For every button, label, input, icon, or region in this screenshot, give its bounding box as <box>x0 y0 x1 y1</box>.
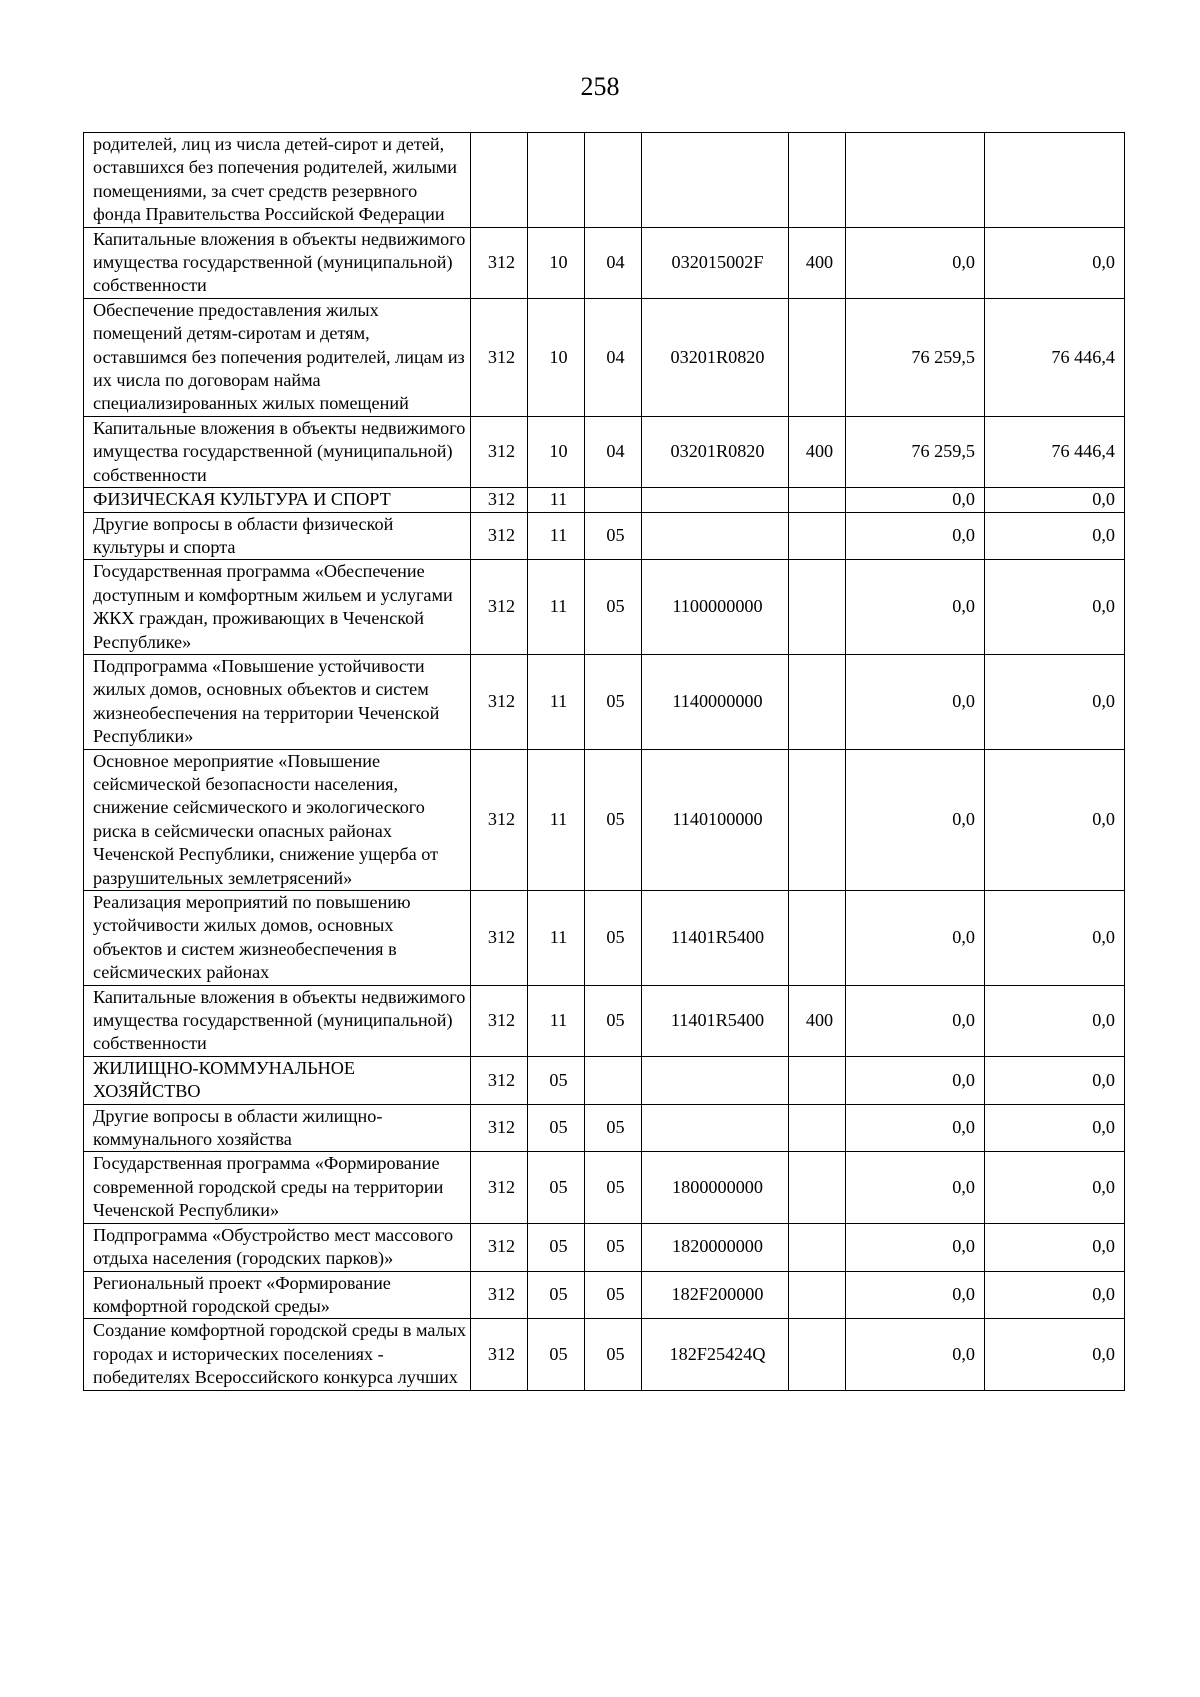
row-csr: 11401R5400 <box>642 985 789 1056</box>
row-sum-2: 0,0 <box>985 1223 1125 1271</box>
table-row <box>84 512 1125 560</box>
row-name: Государственная программа «Обеспечение доступным и комфортным жильем и услугами ЖКХ граждан, проживающих в Чеченской Республике» <box>84 560 471 655</box>
row-sum-2: 0,0 <box>985 1152 1125 1223</box>
row-csr <box>642 488 789 512</box>
row-rz: 11 <box>528 985 585 1056</box>
row-vr <box>789 560 846 655</box>
row-vr: 400 <box>789 985 846 1056</box>
row-sum-2: 76 446,4 <box>985 416 1125 487</box>
row-vr <box>789 298 846 416</box>
row-rz: 10 <box>528 227 585 298</box>
row-sum-1: 76 259,5 <box>846 416 985 487</box>
table-row <box>84 1271 1125 1319</box>
row-name: Региональный проект «Формирование комфортной городской среды» <box>84 1271 471 1319</box>
row-sum-1: 0,0 <box>846 749 985 890</box>
table-row <box>84 227 1125 298</box>
row-ved: 312 <box>471 1271 528 1319</box>
row-name: Капитальные вложения в объекты недвижимого имущества государственной (муниципальной) собственности <box>84 227 471 298</box>
row-ved: 312 <box>471 298 528 416</box>
table-row <box>84 654 1125 749</box>
row-sum-2: 0,0 <box>985 1319 1125 1390</box>
row-ved <box>471 133 528 228</box>
table-row <box>84 985 1125 1056</box>
row-rz: 11 <box>528 560 585 655</box>
row-name: Капитальные вложения в объекты недвижимого имущества государственной (муниципальной) собственности <box>84 416 471 487</box>
page-number: 258 <box>580 72 620 101</box>
row-name: ФИЗИЧЕСКАЯ КУЛЬТУРА И СПОРТ <box>84 488 471 512</box>
table-row <box>84 560 1125 655</box>
row-rz: 05 <box>528 1152 585 1223</box>
row-csr: 182F25424Q <box>642 1319 789 1390</box>
row-vr: 400 <box>789 227 846 298</box>
row-name: Подпрограмма «Повышение устойчивости жилых домов, основных объектов и систем жизнеобеспечения на территории Чеченской Республики» <box>84 654 471 749</box>
row-rz: 05 <box>528 1104 585 1152</box>
row-ved: 312 <box>471 416 528 487</box>
row-pr: 04 <box>585 298 642 416</box>
row-sum-1: 0,0 <box>846 512 985 560</box>
row-csr: 1100000000 <box>642 560 789 655</box>
row-vr <box>789 1271 846 1319</box>
row-ved: 312 <box>471 1056 528 1104</box>
row-pr <box>585 1056 642 1104</box>
row-csr <box>642 512 789 560</box>
row-ved: 312 <box>471 1319 528 1390</box>
row-csr: 1140000000 <box>642 654 789 749</box>
row-rz: 05 <box>528 1271 585 1319</box>
row-name: Государственная программа «Формирование современной городской среды на территории Чеченской Республики» <box>84 1152 471 1223</box>
row-vr <box>789 488 846 512</box>
row-rz: 11 <box>528 654 585 749</box>
table-row <box>84 298 1125 416</box>
row-pr: 05 <box>585 512 642 560</box>
row-sum-2: 0,0 <box>985 891 1125 986</box>
table-row <box>84 1152 1125 1223</box>
row-ved: 312 <box>471 512 528 560</box>
table-row <box>84 749 1125 890</box>
row-sum-2: 0,0 <box>985 1271 1125 1319</box>
row-vr <box>789 1104 846 1152</box>
row-vr <box>789 654 846 749</box>
row-sum-1: 0,0 <box>846 654 985 749</box>
row-name: Создание комфортной городской среды в малых городах и исторических поселениях - победителях Всероссийского конкурса лучших <box>84 1319 471 1390</box>
row-name: Другие вопросы в области физической культуры и спорта <box>84 512 471 560</box>
row-sum-1: 76 259,5 <box>846 298 985 416</box>
row-rz: 05 <box>528 1223 585 1271</box>
row-ved: 312 <box>471 488 528 512</box>
row-sum-1: 0,0 <box>846 1319 985 1390</box>
row-ved: 312 <box>471 985 528 1056</box>
row-sum-2: 0,0 <box>985 227 1125 298</box>
row-csr: 1800000000 <box>642 1152 789 1223</box>
row-pr <box>585 133 642 228</box>
row-sum-2: 0,0 <box>985 749 1125 890</box>
table-row <box>84 416 1125 487</box>
row-sum-1 <box>846 133 985 228</box>
row-rz <box>528 133 585 228</box>
row-vr: 400 <box>789 416 846 487</box>
row-rz: 10 <box>528 298 585 416</box>
row-vr <box>789 133 846 228</box>
row-pr: 05 <box>585 985 642 1056</box>
row-vr <box>789 749 846 890</box>
row-name: родителей, лиц из числа детей-сирот и детей, оставшихся без попечения родителей, жилыми помещениями, за счет средств резервного фонда Правительства Российской Федерации <box>84 133 471 228</box>
row-pr: 05 <box>585 891 642 986</box>
row-sum-2: 0,0 <box>985 654 1125 749</box>
row-csr: 1820000000 <box>642 1223 789 1271</box>
row-csr <box>642 1056 789 1104</box>
row-sum-2: 0,0 <box>985 985 1125 1056</box>
row-ved: 312 <box>471 1104 528 1152</box>
table-row <box>84 1223 1125 1271</box>
row-sum-1: 0,0 <box>846 1104 985 1152</box>
row-sum-1: 0,0 <box>846 891 985 986</box>
table-row <box>84 133 1125 228</box>
row-pr: 05 <box>585 749 642 890</box>
row-vr <box>789 512 846 560</box>
row-name: Другие вопросы в области жилищно-коммунального хозяйства <box>84 1104 471 1152</box>
table-row <box>84 1319 1125 1390</box>
row-sum-1: 0,0 <box>846 1152 985 1223</box>
row-ved: 312 <box>471 749 528 890</box>
row-csr <box>642 1104 789 1152</box>
row-pr: 05 <box>585 1271 642 1319</box>
row-sum-1: 0,0 <box>846 1223 985 1271</box>
row-ved: 312 <box>471 654 528 749</box>
row-vr <box>789 891 846 986</box>
row-pr <box>585 488 642 512</box>
row-vr <box>789 1056 846 1104</box>
row-pr: 05 <box>585 1319 642 1390</box>
row-sum-2: 76 446,4 <box>985 298 1125 416</box>
row-sum-1: 0,0 <box>846 985 985 1056</box>
row-pr: 05 <box>585 1223 642 1271</box>
row-ved: 312 <box>471 560 528 655</box>
row-name: Основное мероприятие «Повышение сейсмической безопасности населения, снижение сейсмического и экологического риска в сейсмически опасных районах Чеченской Республики, снижение ущерба от разрушительных землетрясений» <box>84 749 471 890</box>
row-pr: 05 <box>585 654 642 749</box>
row-sum-2: 0,0 <box>985 1056 1125 1104</box>
row-rz: 11 <box>528 891 585 986</box>
row-name: Подпрограмма «Обустройство мест массового отдыха населения (городских парков)» <box>84 1223 471 1271</box>
row-sum-2 <box>985 133 1125 228</box>
row-rz: 11 <box>528 512 585 560</box>
row-rz: 10 <box>528 416 585 487</box>
row-pr: 05 <box>585 560 642 655</box>
row-sum-1: 0,0 <box>846 488 985 512</box>
row-csr: 03201R0820 <box>642 298 789 416</box>
row-csr: 1140100000 <box>642 749 789 890</box>
row-ved: 312 <box>471 891 528 986</box>
row-vr <box>789 1319 846 1390</box>
row-sum-2: 0,0 <box>985 1104 1125 1152</box>
row-rz: 05 <box>528 1319 585 1390</box>
row-pr: 05 <box>585 1152 642 1223</box>
row-sum-2: 0,0 <box>985 560 1125 655</box>
row-pr: 05 <box>585 1104 642 1152</box>
row-ved: 312 <box>471 1152 528 1223</box>
row-sum-2: 0,0 <box>985 512 1125 560</box>
table-row <box>84 1104 1125 1152</box>
row-csr <box>642 133 789 228</box>
row-vr <box>789 1152 846 1223</box>
row-ved: 312 <box>471 1223 528 1271</box>
row-sum-1: 0,0 <box>846 227 985 298</box>
row-ved: 312 <box>471 227 528 298</box>
row-sum-1: 0,0 <box>846 1056 985 1104</box>
row-pr: 04 <box>585 227 642 298</box>
row-name: ЖИЛИЩНО-КОММУНАЛЬНОЕ ХОЗЯЙСТВО <box>84 1056 471 1104</box>
row-name: Обеспечение предоставления жилых помещений детям-сиротам и детям, оставшимся без попечения родителей, лицам из их числа по договорам найма специализированных жилых помещений <box>84 298 471 416</box>
row-name: Реализация мероприятий по повышению устойчивости жилых домов, основных объектов и систем жизнеобеспечения в сейсмических районах <box>84 891 471 986</box>
row-sum-1: 0,0 <box>846 1271 985 1319</box>
row-name: Капитальные вложения в объекты недвижимого имущества государственной (муниципальной) собственности <box>84 985 471 1056</box>
row-csr: 03201R0820 <box>642 416 789 487</box>
row-rz: 11 <box>528 488 585 512</box>
table-row <box>84 1056 1125 1104</box>
row-csr: 032015002F <box>642 227 789 298</box>
budget-table <box>83 132 1125 1391</box>
row-csr: 11401R5400 <box>642 891 789 986</box>
row-sum-2: 0,0 <box>985 488 1125 512</box>
row-pr: 04 <box>585 416 642 487</box>
row-vr <box>789 1223 846 1271</box>
row-rz: 05 <box>528 1056 585 1104</box>
row-csr: 182F200000 <box>642 1271 789 1319</box>
row-sum-1: 0,0 <box>846 560 985 655</box>
table-row <box>84 891 1125 986</box>
table-row <box>84 488 1125 512</box>
row-rz: 11 <box>528 749 585 890</box>
